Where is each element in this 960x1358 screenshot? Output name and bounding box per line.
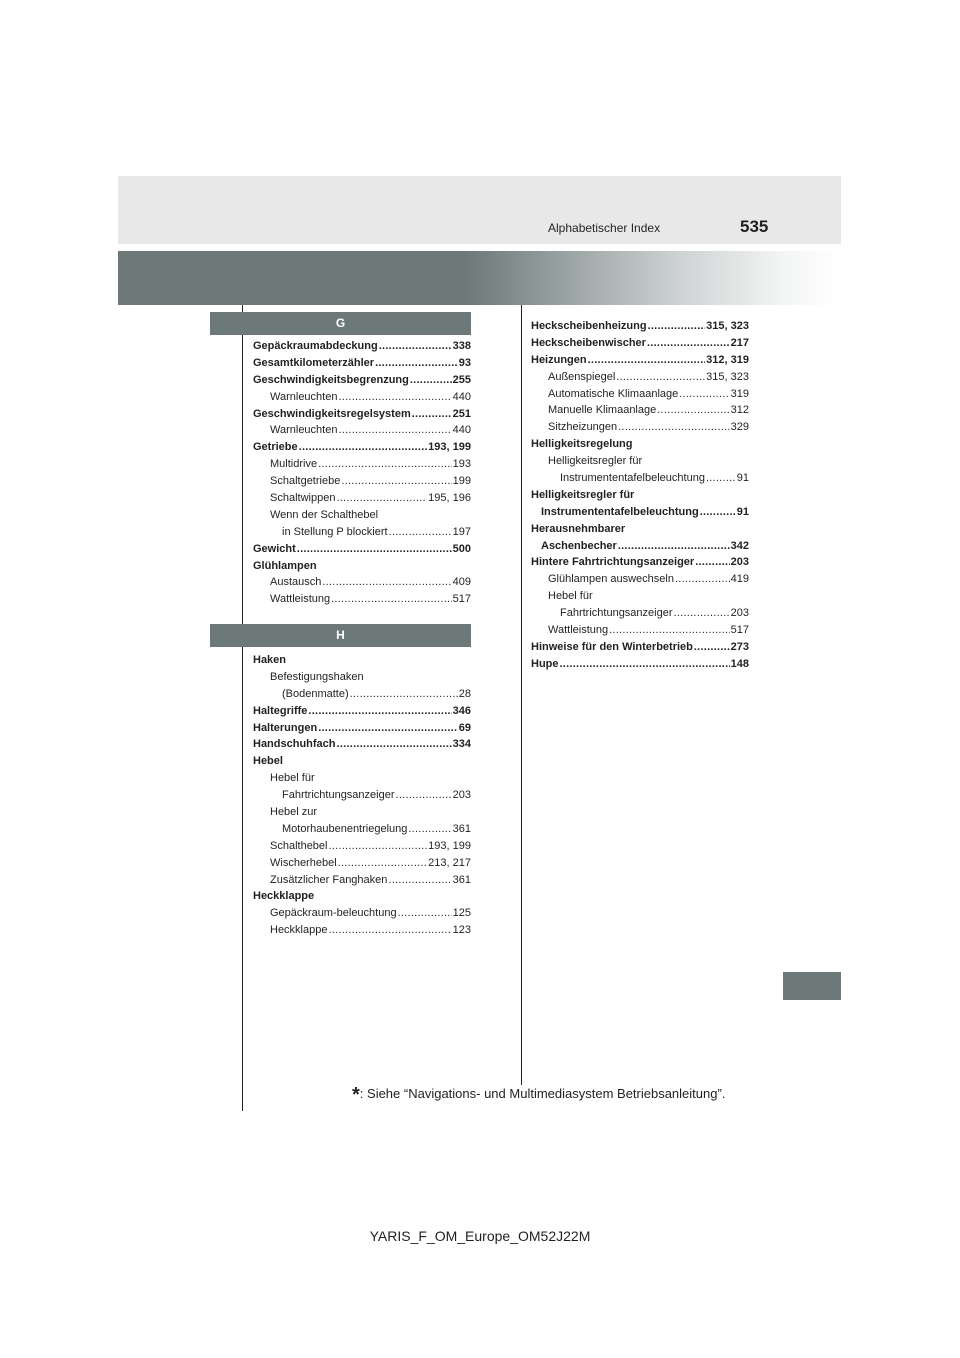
index-entry-label: Geschwindigkeitsregelsystem	[253, 407, 411, 420]
dot-leader	[308, 703, 451, 720]
index-entry-label: Automatische Klimaanlage	[548, 387, 679, 400]
dot-leader	[322, 574, 451, 591]
index-entry	[253, 574, 471, 591]
footnote	[352, 1084, 725, 1107]
index-entry-label: Schaltgetriebe	[270, 475, 341, 488]
index-entry	[531, 419, 749, 436]
index-entry-label: Heckscheibenwischer	[531, 336, 646, 349]
index-entry-label: Heckscheibenheizung	[531, 320, 647, 332]
index-entry-label: (Bodenmatte)	[282, 687, 349, 700]
index-entry-page[interactable]: 346	[452, 704, 471, 717]
dot-leader	[700, 504, 736, 521]
index-entry	[253, 541, 471, 558]
dot-leader	[588, 352, 706, 369]
index-entry-label: Manuelle Klimaanlage	[548, 404, 657, 417]
index-entry-label: Heizungen	[531, 353, 587, 366]
index-entry-page[interactable]: 203	[452, 789, 471, 802]
index-entry-label: Wattleistung	[548, 624, 609, 637]
index-entry	[531, 571, 749, 588]
index-entry	[531, 453, 749, 470]
index-list-h	[253, 652, 471, 939]
index-entry-label: Heckklappe	[253, 890, 315, 903]
index-entry	[253, 720, 471, 737]
index-entry-label: Wischerhebel	[270, 856, 337, 869]
index-entry	[531, 470, 749, 487]
left-column-h	[210, 624, 471, 647]
dot-leader	[412, 406, 452, 423]
index-entry	[531, 402, 749, 419]
index-entry-page[interactable]: 315, 323	[706, 370, 749, 383]
index-entry	[253, 439, 471, 456]
index-entry	[253, 338, 471, 355]
index-entry-label: Haltegriffe	[253, 704, 308, 717]
dot-leader	[379, 338, 452, 355]
index-entry-page[interactable]: 217	[730, 336, 749, 349]
index-entry-label: Instrumententafelbeleuchtung	[560, 472, 705, 485]
index-entry-label: Hebel für	[270, 772, 315, 785]
index-entry-page[interactable]: 148	[730, 657, 749, 670]
dot-leader	[338, 422, 451, 439]
index-entry-label: Handschuhfach	[253, 738, 336, 751]
index-entry	[253, 507, 471, 524]
index-entry	[253, 736, 471, 753]
index-entry-label: Warnleuchten	[270, 390, 338, 403]
index-entry	[253, 888, 471, 905]
index-entry	[253, 490, 471, 507]
index-entry-page[interactable]: 500	[452, 542, 471, 555]
header-band	[118, 176, 841, 244]
section-header-g: G	[210, 312, 471, 335]
chapter-tab	[783, 972, 841, 1000]
dot-leader	[398, 905, 452, 922]
index-entry-page[interactable]: 273	[730, 640, 749, 653]
index-entry-page[interactable]: 361	[452, 822, 471, 835]
index-entry-page[interactable]: 203	[730, 607, 749, 620]
index-entry	[531, 386, 749, 403]
index-entry	[531, 622, 749, 639]
index-entry	[531, 504, 749, 521]
dot-leader	[560, 656, 730, 673]
index-entry-page[interactable]: 69	[458, 721, 471, 734]
dot-leader	[318, 720, 458, 737]
index-entry-label: Zusätzlicher Fanghaken	[270, 873, 388, 886]
index-entry-label: Hebel zur	[270, 806, 318, 819]
footnote-text: : Siehe “Navigations- und Multimediasystem Betriebsanleitung”.	[359, 1086, 726, 1101]
dot-leader	[341, 473, 451, 490]
index-entry	[253, 669, 471, 686]
index-entry-label: Außenspiegel	[548, 370, 616, 383]
dot-leader	[679, 386, 729, 403]
index-entry	[253, 372, 471, 389]
dot-leader	[350, 686, 458, 703]
index-entry-label: Motorhaubenentriegelung	[282, 822, 408, 835]
index-entry-label: Heckklappe	[270, 924, 328, 937]
index-entry-label: Halterungen	[253, 721, 318, 734]
index-entry-label: Schalthebel	[270, 839, 328, 852]
index-entry-label: Wenn der Schalthebel	[270, 508, 379, 521]
index-entry-page[interactable]: 193, 199	[428, 839, 471, 852]
index-entry-page[interactable]: 315, 323	[706, 320, 749, 332]
index-entry	[253, 406, 471, 423]
index-entry	[253, 456, 471, 473]
dot-leader	[318, 456, 452, 473]
index-entry-label: Hebel für	[548, 590, 593, 603]
index-list-right	[531, 318, 749, 673]
dot-leader	[336, 490, 427, 507]
index-entry-page[interactable]: 28	[458, 687, 471, 700]
dot-leader	[297, 541, 452, 558]
dot-leader	[618, 538, 730, 555]
index-entry	[253, 703, 471, 720]
index-entry-label: Getriebe	[253, 441, 298, 454]
index-entry-page[interactable]: 419	[730, 573, 749, 586]
index-entry-page[interactable]: 312, 319	[706, 353, 749, 366]
index-entry-label: Helligkeitsregler für	[548, 455, 643, 468]
index-entry-page[interactable]: 517	[452, 593, 471, 606]
index-entry-label: Gewicht	[253, 542, 296, 555]
index-entry	[253, 591, 471, 608]
index-entry-page[interactable]: 338	[452, 340, 471, 352]
index-entry	[531, 538, 749, 555]
section-header-h: H	[210, 624, 471, 647]
dot-leader	[396, 787, 452, 804]
index-entry-label: Gepäckraum-beleuchtung	[270, 907, 397, 920]
index-entry-label: Sitzheizungen	[548, 421, 618, 434]
left-column	[210, 312, 471, 335]
footnote-mark: *	[352, 1084, 360, 1106]
index-entry-label: Austausch	[270, 576, 322, 589]
index-entry-page[interactable]: 123	[452, 924, 471, 937]
index-entry	[253, 389, 471, 406]
index-entry-page[interactable]: 193	[452, 458, 471, 471]
document-code: YARIS_F_OM_Europe_OM52J22M	[369, 1228, 591, 1244]
index-entry-page[interactable]: 197	[452, 525, 471, 538]
index-entry	[253, 473, 471, 490]
index-entry	[253, 804, 471, 821]
index-entry-label: Herausnehmbarer	[531, 522, 626, 535]
index-entry	[531, 352, 749, 369]
index-entry-label: in Stellung P blockiert	[282, 525, 388, 538]
index-entry	[253, 905, 471, 922]
dot-leader	[338, 855, 428, 872]
dot-leader	[338, 389, 451, 406]
index-entry-label: Haken	[253, 654, 287, 666]
index-entry-page[interactable]: 342	[730, 539, 749, 552]
dot-leader	[328, 922, 451, 939]
dot-leader	[674, 605, 730, 622]
index-entry	[253, 787, 471, 804]
index-entry	[531, 605, 749, 622]
dot-leader	[609, 622, 730, 639]
index-entry	[253, 770, 471, 787]
index-entry-label: Gesamtkilometerzähler	[253, 356, 375, 369]
index-entry-label: Hinweise für den Winterbetrieb	[531, 640, 693, 653]
index-entry-page[interactable]: 440	[452, 390, 471, 403]
index-entry-page[interactable]: 203	[730, 556, 749, 569]
index-entry-page[interactable]: 361	[452, 873, 471, 886]
dot-leader	[408, 821, 451, 838]
index-entry-label: Hebel	[253, 755, 283, 768]
index-entry-page[interactable]: 199	[452, 475, 471, 488]
dot-leader	[618, 419, 730, 436]
index-entry-label: Helligkeitsregelung	[531, 438, 633, 451]
left-column-divider	[242, 305, 243, 1111]
index-entry-label: Geschwindigkeitsbegrenzung	[253, 373, 409, 386]
dot-leader	[410, 372, 452, 389]
index-entry	[531, 656, 749, 673]
index-entry	[531, 369, 749, 386]
index-entry-page[interactable]: 251	[452, 407, 471, 420]
index-entry-label: Hintere Fahrtrichtungsanzeiger	[531, 556, 695, 569]
dot-leader	[657, 402, 729, 419]
index-entry-label: Wattleistung	[270, 593, 331, 606]
index-entry	[253, 922, 471, 939]
index-entry-page[interactable]: 193, 199	[428, 441, 471, 454]
index-entry-label: Gepäckraumabdeckung	[253, 340, 378, 352]
dot-leader	[648, 318, 706, 335]
dot-leader	[331, 591, 452, 608]
dot-leader	[299, 439, 428, 456]
index-entry-page[interactable]: 440	[452, 424, 471, 437]
index-entry	[531, 639, 749, 656]
index-entry-label: Helligkeitsregler für	[531, 488, 635, 501]
index-entry-page[interactable]: 517	[730, 624, 749, 637]
dot-leader	[375, 355, 458, 372]
index-entry-page[interactable]: 409	[452, 576, 471, 589]
dot-leader	[694, 639, 730, 656]
index-entry	[531, 487, 749, 504]
dot-leader	[675, 571, 730, 588]
index-entry-label: Warnleuchten	[270, 424, 338, 437]
dot-leader	[706, 470, 736, 487]
dot-leader	[695, 554, 729, 571]
index-entry	[253, 686, 471, 703]
page-number: 535	[740, 217, 769, 236]
dot-leader	[616, 369, 705, 386]
index-entry-page[interactable]: 213, 217	[428, 856, 471, 869]
index-entry	[253, 872, 471, 889]
index-entry-label: Hupe	[531, 657, 559, 670]
dot-leader	[388, 872, 451, 889]
dot-leader	[389, 524, 452, 541]
index-entry	[531, 521, 749, 538]
index-entry-page[interactable]: 319	[730, 387, 749, 400]
dot-leader	[337, 736, 452, 753]
index-entry-page[interactable]: 195, 196	[428, 492, 471, 505]
index-entry-label: Schaltwippen	[270, 492, 336, 505]
index-entry-label: Aschenbecher	[541, 539, 617, 552]
index-entry	[253, 838, 471, 855]
dot-leader	[329, 838, 428, 855]
index-entry-label: Instrumententafelbeleuchtung	[541, 505, 699, 518]
index-list-g	[253, 338, 471, 608]
index-entry-label: Glühlampen	[253, 559, 317, 572]
index-entry	[531, 436, 749, 453]
index-entry	[253, 821, 471, 838]
index-entry	[531, 588, 749, 605]
index-entry	[253, 652, 471, 669]
index-entry	[253, 558, 471, 575]
dot-leader	[647, 335, 730, 352]
index-entry	[253, 422, 471, 439]
index-entry-page[interactable]: 334	[452, 738, 471, 751]
index-entry-label: Glühlampen auswechseln	[548, 573, 674, 586]
index-entry-page[interactable]: 91	[736, 472, 749, 485]
index-entry-page[interactable]: 93	[458, 356, 471, 369]
index-entry-label: Befestigungshaken	[270, 670, 364, 683]
index-entry	[531, 554, 749, 571]
index-entry-page[interactable]: 312	[730, 404, 749, 417]
index-entry-label: Multidrive	[270, 458, 318, 471]
index-entry-page[interactable]: 91	[736, 505, 749, 518]
page-title: Alphabetischer Index	[548, 221, 661, 235]
index-entry-page[interactable]: 125	[452, 907, 471, 920]
index-entry-page[interactable]: 255	[452, 373, 471, 386]
index-entry	[531, 335, 749, 352]
index-entry-label: Fahrtrichtungsanzeiger	[282, 789, 395, 802]
index-entry	[253, 855, 471, 872]
index-entry	[531, 318, 749, 335]
middle-column-divider	[521, 305, 522, 1085]
index-entry	[253, 524, 471, 541]
index-entry	[253, 753, 471, 770]
index-entry-label: Fahrtrichtungsanzeiger	[560, 607, 673, 620]
header-gradient-bar	[118, 251, 841, 305]
index-entry	[253, 355, 471, 372]
index-entry-page[interactable]: 329	[730, 421, 749, 434]
